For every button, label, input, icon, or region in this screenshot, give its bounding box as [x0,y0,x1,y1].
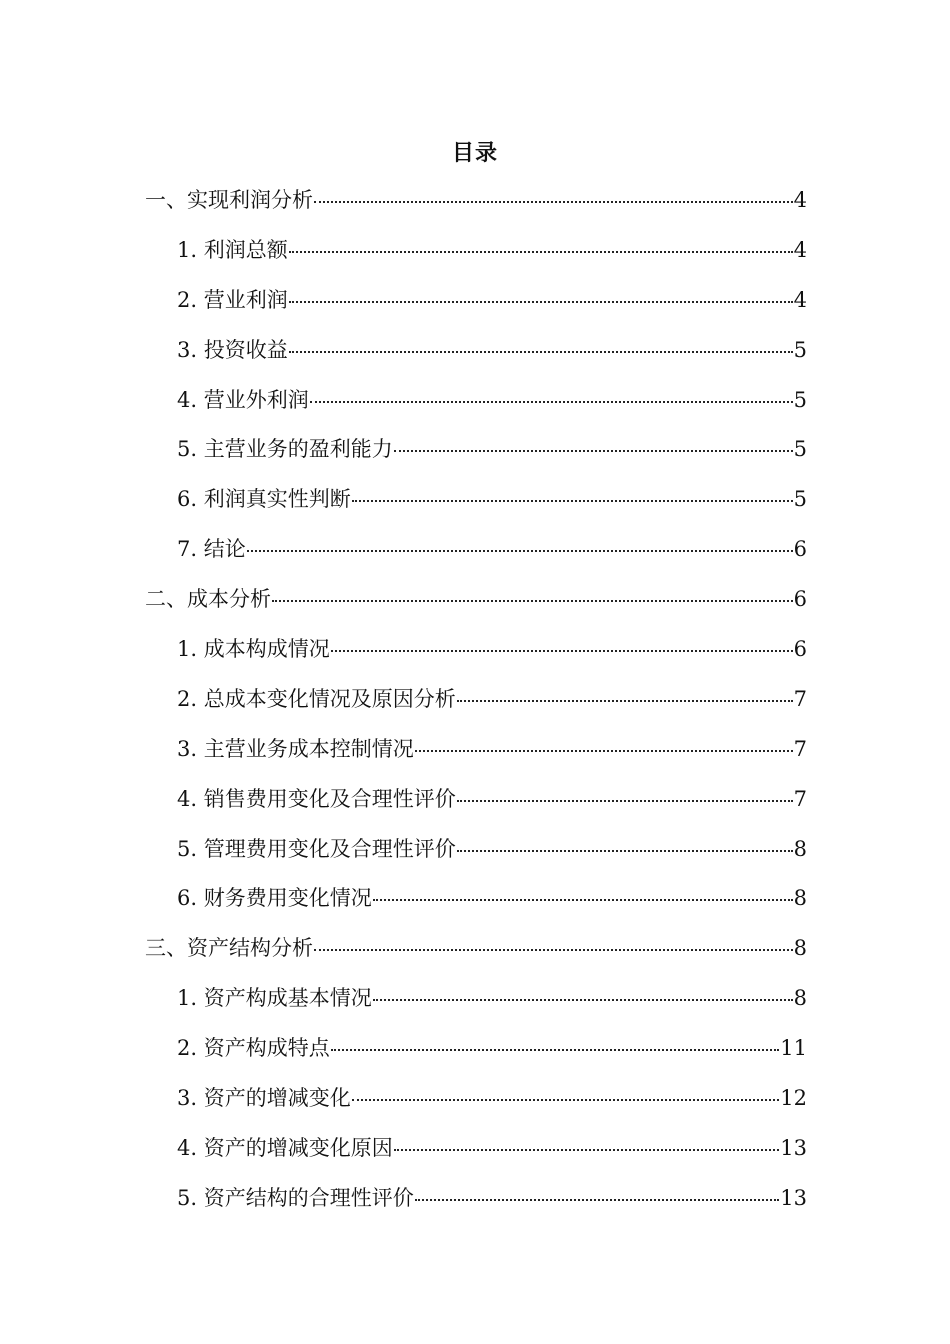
toc-page-number: 8 [793,886,807,911]
toc-page-number: 6 [793,637,807,662]
toc-dot-leader [394,1148,780,1151]
toc-subsection-entry[interactable] [145,529,807,579]
toc-dot-leader [415,749,793,752]
toc-page-number: 5 [793,387,807,412]
toc-page-number: 11 [780,1036,807,1061]
toc-subsection-entry[interactable] [145,1028,807,1078]
toc-page-number: 8 [793,936,807,961]
toc-entry-text: 6. 财务费用变化情况 [177,886,372,911]
toc-entry-text: 6. 利润真实性判断 [177,487,351,512]
toc-section-entry[interactable] [145,180,807,230]
toc-subsection-entry[interactable] [145,679,807,729]
toc-subsection-entry[interactable] [145,1128,807,1178]
toc-subsection-entry[interactable] [145,479,807,529]
toc-subsection-entry[interactable] [145,429,807,479]
toc-page-number: 13 [780,1185,807,1210]
toc-dot-leader [289,300,793,303]
toc-page-number: 4 [793,237,807,262]
toc-subsection-entry[interactable] [145,330,807,380]
toc-page-number: 8 [793,986,807,1011]
toc-page-number: 13 [780,1135,807,1160]
toc-entry-text: 4. 营业外利润 [177,387,309,412]
toc-subsection-entry[interactable] [145,380,807,430]
toc-dot-leader [247,549,793,552]
toc-subsection-entry[interactable] [145,629,807,679]
toc-section-entry[interactable] [145,579,807,629]
toc-entry-text: 三、资产结构分析 [145,936,313,961]
toc-dot-leader [352,499,793,502]
toc-section-entry[interactable] [145,928,807,978]
toc-entry-text: 一、实现利润分析 [145,188,313,212]
toc-page-number: 7 [793,736,807,761]
toc-subsection-entry[interactable] [145,280,807,330]
toc-entry-text: 1. 资产构成基本情况 [177,986,372,1011]
toc-entry-text: 3. 主营业务成本控制情况 [177,736,414,761]
toc-page-number: 5 [793,337,807,362]
toc-page-number: 8 [793,836,807,861]
toc-entry-text: 4. 资产的增减变化原因 [177,1135,393,1160]
toc-page-number: 7 [793,686,807,711]
toc-dot-leader [352,1098,780,1101]
toc-dot-leader [331,649,793,652]
toc-page-number: 7 [793,786,807,811]
toc-dot-leader [310,400,793,403]
toc-entry-text: 2. 总成本变化情况及原因分析 [177,686,456,711]
toc-page-number: 6 [793,537,807,562]
toc-dot-leader [272,599,793,602]
toc-entry-text: 4. 销售费用变化及合理性评价 [177,786,456,811]
toc-subsection-entry[interactable] [145,878,807,928]
toc-page-number: 5 [793,487,807,512]
toc-entry-text: 2. 资产构成特点 [177,1036,330,1061]
toc-subsection-entry[interactable] [145,729,807,779]
toc-page-number: 12 [780,1086,807,1111]
toc-dot-leader [415,1198,780,1201]
toc-entry-text: 5. 资产结构的合理性评价 [177,1185,414,1210]
toc-dot-leader [314,948,793,951]
toc-dot-leader [331,1048,780,1051]
toc-title: 目录 [451,140,498,166]
toc-entry-text: 7. 结论 [177,537,246,562]
toc-entry-text: 2. 营业利润 [177,287,288,312]
toc-page-number: 5 [793,437,807,462]
toc-entry-text: 1. 利润总额 [177,237,288,262]
toc-dot-leader [289,350,793,353]
toc-page-number: 4 [793,287,807,312]
toc-entry-text: 5. 管理费用变化及合理性评价 [177,836,456,861]
toc-dot-leader [457,699,793,702]
toc-dot-leader [394,449,793,452]
toc-dot-leader [373,998,793,1001]
toc-entry-text: 二、成本分析 [145,587,271,612]
toc-dot-leader [457,849,793,852]
toc-subsection-entry[interactable] [145,230,807,280]
toc-page-number: 4 [793,188,807,212]
toc-entry-text: 3. 资产的增减变化 [177,1086,351,1111]
toc-entry-text: 3. 投资收益 [177,337,288,362]
toc-subsection-entry[interactable] [145,1078,807,1128]
toc-page-number: 6 [793,587,807,612]
toc-dot-leader [373,898,793,901]
toc-subsection-entry[interactable] [145,1178,807,1228]
toc-entry-text: 5. 主营业务的盈利能力 [177,437,393,462]
toc-dot-leader [457,799,793,802]
toc-subsection-entry[interactable] [145,829,807,879]
toc-subsection-entry[interactable] [145,978,807,1028]
toc-dot-leader [314,200,793,203]
toc-list [145,180,807,1228]
toc-subsection-entry[interactable] [145,779,807,829]
toc-dot-leader [289,250,793,253]
toc-entry-text: 1. 成本构成情况 [177,637,330,662]
